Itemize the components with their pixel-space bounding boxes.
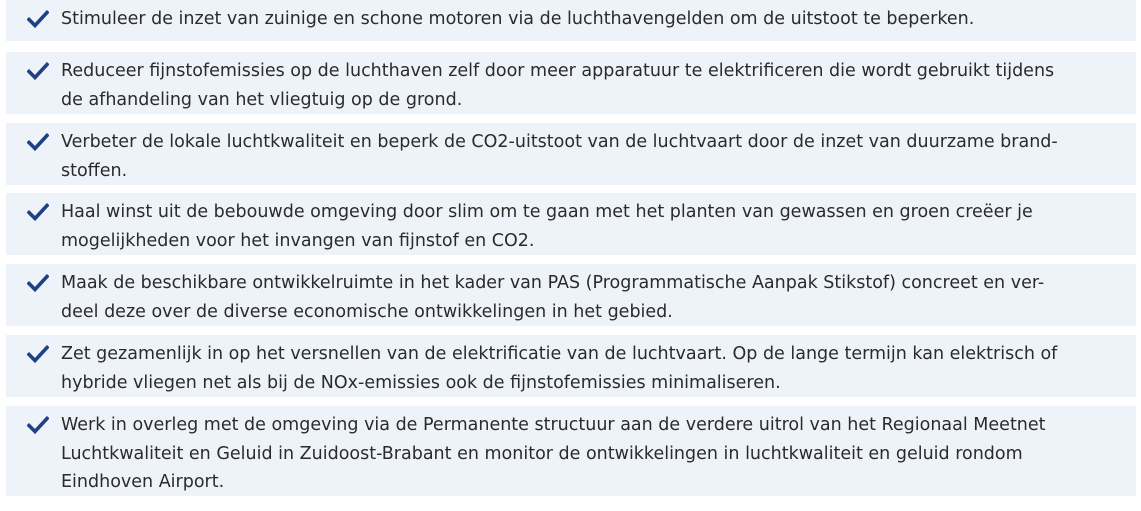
list-item-text [61, 57, 1118, 114]
list-item [6, 123, 1136, 185]
list-item-line: Eindhoven Airport. [61, 472, 225, 492]
list-item-line: de afhandeling van het vliegtuig op de grond. [61, 89, 463, 110]
list-item-line: Maak de beschikbare ontwikkelruimte in het kader van PAS (Programmatische Aanpak Stikstof) concreet en ver- [61, 273, 1045, 293]
list-item-text [61, 128, 1118, 185]
checkmark-icon [27, 345, 49, 363]
list-item-line: Stimuleer de inzet van zuinige en schone motoren via de luchthavengelden om de uitstoot te beperken. [61, 9, 975, 29]
list-item-line: Luchtkwaliteit en Geluid in Zuidoost-Brabant en monitor de ontwikkelingen in luchtkwaliteit en geluid rondom [61, 443, 1023, 464]
list-item [6, 193, 1136, 255]
list-item [6, 264, 1136, 326]
list-item-text [61, 340, 1118, 397]
list-item-text [61, 198, 1118, 255]
checkmark-icon [27, 203, 49, 221]
list-item-line: Haal winst uit de bebouwde omgeving door slim om te gaan met het planten van gewassen en groen creëer je [61, 202, 1033, 222]
checkmark-icon [27, 133, 49, 151]
checkmark-icon [27, 274, 49, 292]
list-item-line: deel deze over de diverse economische ontwikkelingen in het gebied. [61, 301, 673, 322]
list-item [6, 52, 1136, 114]
list-item-line: Werk in overleg met de omgeving via de Permanente structuur aan de verdere uitrol van het Regionaal Meetnet [61, 415, 1046, 435]
list-item-line: stoffen. [61, 160, 128, 181]
list-item-line: hybride vliegen net als bij de NOx-emissies ook de fijnstofemissies minimaliseren. [61, 372, 781, 393]
list-item [6, 0, 1136, 41]
list-item-text [61, 411, 1118, 497]
list-item [6, 406, 1136, 496]
list-item-line: Zet gezamenlijk in op het versnellen van de elektrificatie van de luchtvaart. Op de lange termijn kan elektrisch of [61, 344, 1058, 364]
list-item-text [61, 269, 1118, 326]
list-item-text [61, 5, 1118, 34]
list-item-line: mogelijkheden voor het invangen van fijnstof en CO2. [61, 230, 535, 251]
list-item [6, 335, 1136, 397]
checkmark-icon [27, 62, 49, 80]
checkmark-icon [27, 10, 49, 28]
list-item-line: Reduceer fijnstofemissies op de luchthaven zelf door meer apparatuur te elektrificeren die wordt gebruikt tijdens [61, 61, 1055, 81]
checkmark-icon [27, 416, 49, 434]
list-item-line: Verbeter de lokale luchtkwaliteit en beperk de CO2-uitstoot van de luchtvaart door de inzet van duurzame brand- [61, 132, 1058, 152]
